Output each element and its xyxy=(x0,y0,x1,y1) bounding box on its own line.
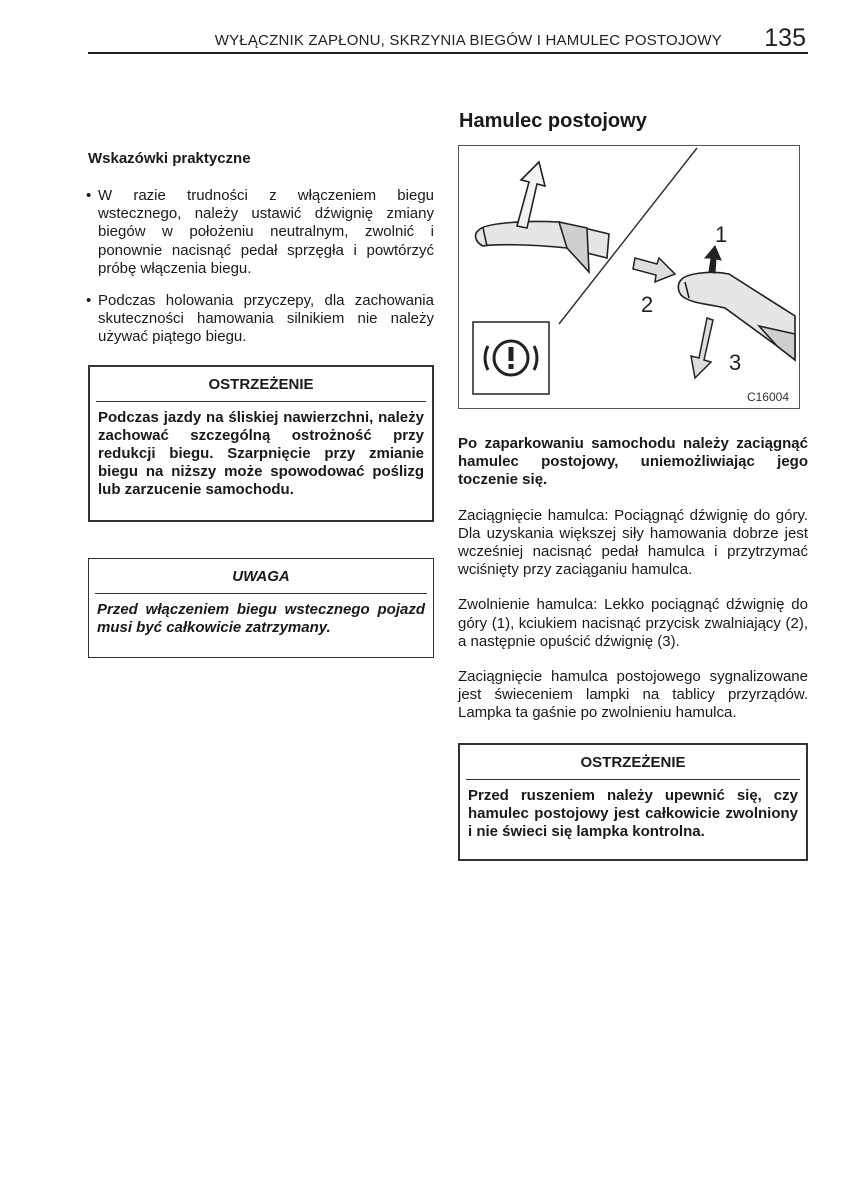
warning-box xyxy=(88,365,434,522)
paragraph: Zaciągnięcie hamulca: Pociągnąć dźwignię do góry. Dla uzyskania większej siły hamowania dobrze jest wcześniej nacisnąć pedał hamulca i przytrzymać wciśnięty przy zaciąganiu hamulca. xyxy=(458,506,808,579)
notice-box xyxy=(88,558,434,658)
paragraph: Zwolnienie hamulca: Lekko pociągnąć dźwignię do góry (1), kciukiem nacisnąć przycisk zwalniający (2), a następnie opuścić dźwignię (3). xyxy=(458,596,808,650)
lever-release xyxy=(678,272,795,360)
list-item: • W razie trudności z włączeniem biegu wstecznego, należy ustawić dźwignię zmiany biegów w położeniu neutralnym, zwolnić i ponownie nacisnąć pedał sprzęgła i powtórzyć próbę włączenia biegu. xyxy=(88,187,434,278)
list-item: • Podczas holowania przyczepy, dla zachowania skuteczności hamowania silnikiem nie należy używać piątego biegu. xyxy=(88,292,434,347)
section-subheading: Wskazówki praktyczne xyxy=(88,150,251,167)
parking-brake-warning-icon xyxy=(473,322,549,394)
tips-list xyxy=(88,187,434,347)
section-heading: Hamulec postojowy xyxy=(459,110,647,132)
figure-label-1: 1 xyxy=(715,222,728,247)
arrow-up-icon xyxy=(705,246,721,273)
notice-title: UWAGA xyxy=(95,559,427,594)
warning-title: OSTRZEŻENIE xyxy=(466,745,800,780)
paragraph: Zaciągnięcie hamulca postojowego sygnalizowane jest świeceniem lampki na tablicy przyrządów. Lampka ta gaśnie po zwolnieniu hamulca. xyxy=(458,668,808,722)
header-title: WYŁĄCZNIK ZAPŁONU, SKRZYNIA BIEGÓW I HAMULEC POSTOJOWY xyxy=(214,32,722,49)
figure-label-3: 3 xyxy=(729,350,742,375)
lever-raised xyxy=(476,221,609,272)
right-column xyxy=(458,110,808,861)
page-number: 135 xyxy=(764,24,806,52)
parking-brake-figure xyxy=(458,145,800,409)
arrow-up-icon xyxy=(517,162,545,228)
intro-paragraph: Po zaparkowaniu samochodu należy zaciągnąć hamulec postojowy, uniemożliwiając jego toczenie się. xyxy=(458,435,808,489)
page-header xyxy=(88,26,808,54)
arrow-down-icon xyxy=(691,318,713,378)
warning-title: OSTRZEŻENIE xyxy=(96,367,426,402)
warning-text: Podczas jazdy na śliskiej nawierzchni, należy zachować szczególną ostrożność przy redukcji biegu. Szarpnięcie przy zmianie biegu na niższy może spowodować poślizg lub zarzucenie samochodu. xyxy=(98,408,424,499)
arrow-right-icon xyxy=(633,258,675,282)
warning-box xyxy=(458,743,808,861)
warning-text: Przed ruszeniem należy upewnić się, czy hamulec postojowy jest całkowicie zwolniony i nie świeci się lampka kontrolna. xyxy=(468,786,798,841)
notice-text: Przed włączeniem biegu wstecznego pojazd musi być całkowicie zatrzymany. xyxy=(97,600,425,636)
parking-brake-illustration xyxy=(459,146,800,409)
figure-label-2: 2 xyxy=(641,292,654,317)
figure-code: C16004 xyxy=(746,390,789,404)
left-column xyxy=(88,150,434,658)
